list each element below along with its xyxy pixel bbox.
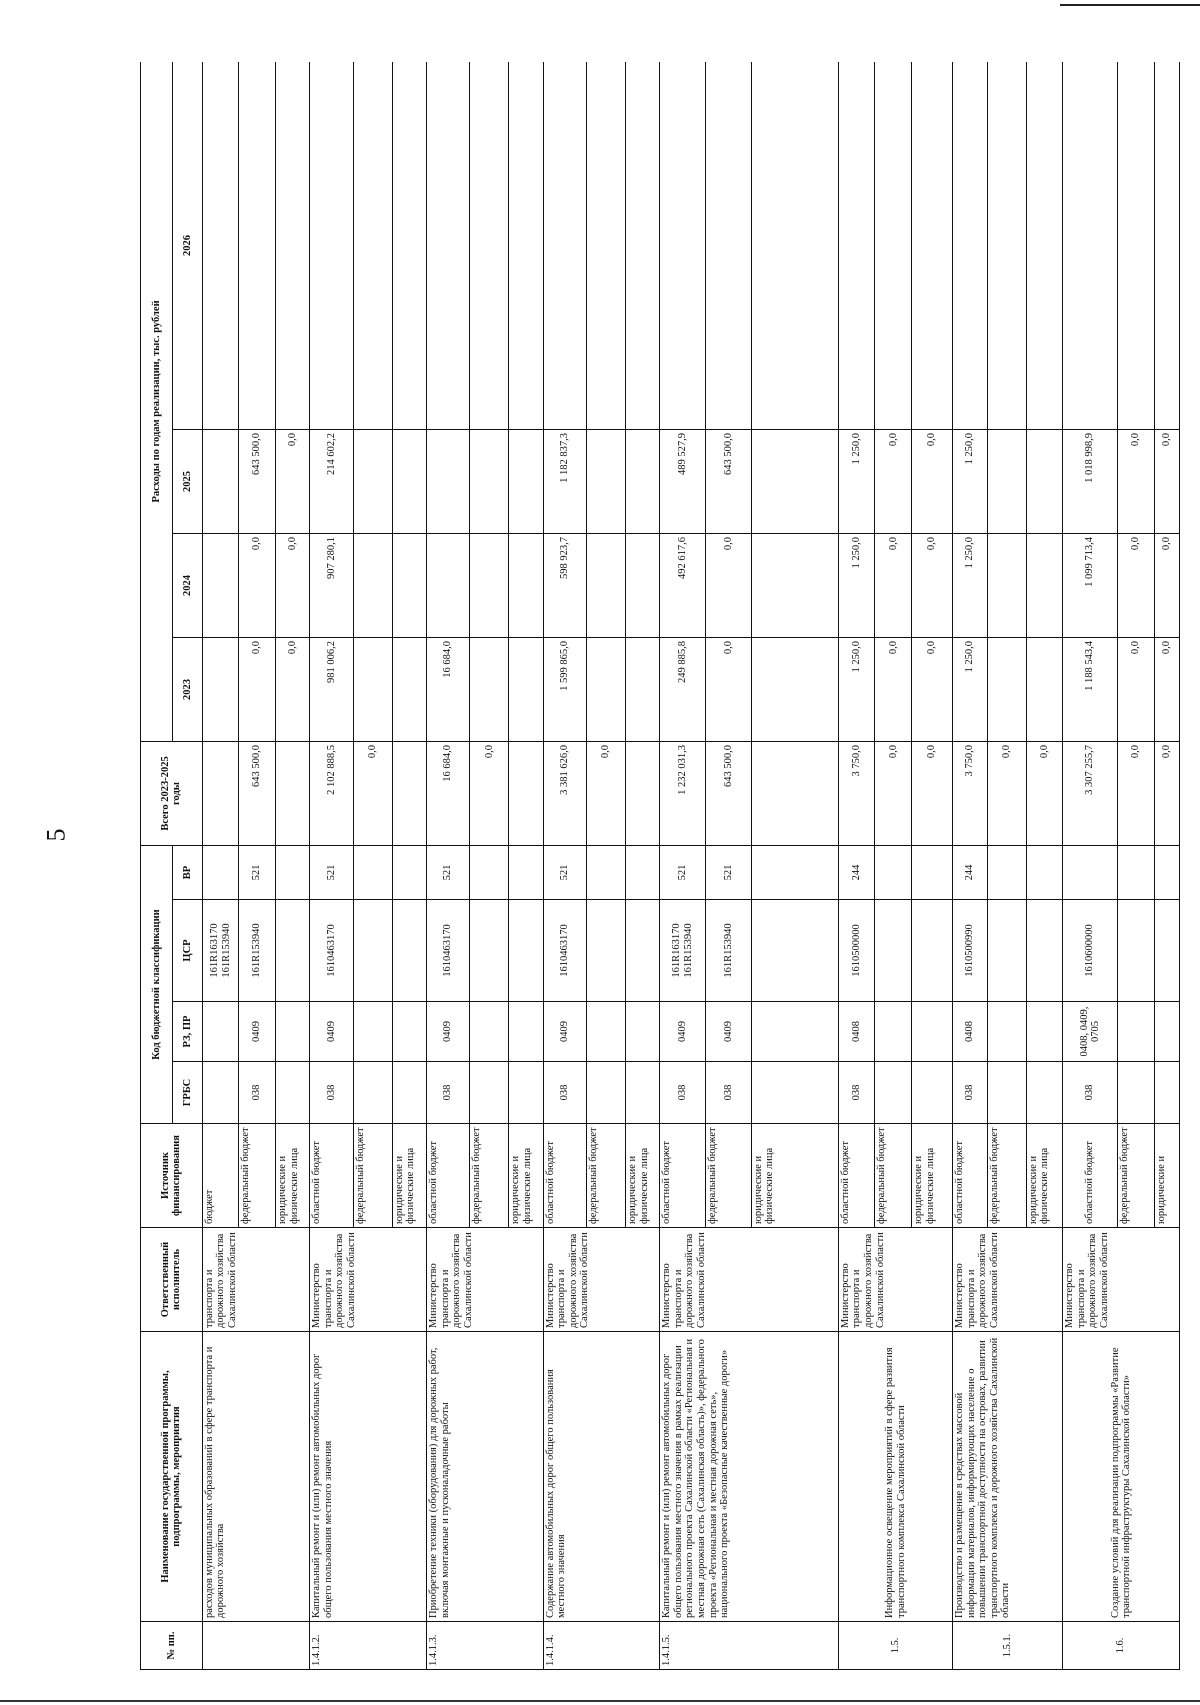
source-cell: юридические и физические лица — [626, 1124, 660, 1228]
row-number: 1.5.1. — [953, 1622, 1063, 1670]
y2025-cell: 1 182 837,3 — [543, 429, 586, 533]
source-cell: юридические и физические лица — [1026, 1124, 1063, 1228]
total-cell: 0,0 — [587, 741, 626, 845]
source-cell: федеральный бюджет — [875, 1124, 912, 1228]
rz-cell: 0409 — [660, 1002, 706, 1062]
total-cell: 3 750,0 — [953, 741, 987, 845]
row-executor: Министерство транспорта и дорожного хозяйства Сахалинской области — [543, 1228, 660, 1332]
source-cell: областной бюджет — [660, 1124, 706, 1228]
y2024-cell: 0,0 — [706, 533, 752, 637]
header-rz-pr: РЗ, ПР — [173, 1002, 203, 1062]
header-2023: 2023 — [173, 637, 203, 741]
source-cell: областной бюджет — [543, 1124, 586, 1228]
header-budget-code: Код бюджетной классификации — [141, 845, 173, 1123]
header-executor: Ответственный исполнитель — [141, 1228, 203, 1332]
y2024-cell: 492 617,6 — [660, 533, 706, 637]
y2024-cell: 1 250,0 — [838, 533, 875, 637]
row-number: 1.4.1.2. — [310, 1622, 427, 1670]
total-cell: 643 500,0 — [239, 741, 276, 845]
y2025-cell: 214 602,2 — [310, 429, 353, 533]
y2023-cell: 1 188 543,4 — [1063, 637, 1118, 741]
table-rotator — [140, 62, 1180, 1670]
header-2026: 2026 — [173, 62, 203, 429]
y2024-cell: 0,0 — [912, 533, 953, 637]
header-2024: 2024 — [173, 533, 203, 637]
source-cell: юридические и физические лица — [751, 1124, 838, 1228]
total-cell: 2 102 888,5 — [310, 741, 353, 845]
y2023-cell: 1 250,0 — [953, 637, 987, 741]
rz-cell: 0408, 0409, 0705 — [1063, 1002, 1118, 1062]
rotated-table-area — [140, 62, 1180, 1670]
grbs-cell: 038 — [660, 1062, 706, 1124]
y2023-cell: 0,0 — [1118, 637, 1155, 741]
csr-cell: 161R163170 161R153940 — [202, 900, 239, 1002]
source-cell: юридические и физические лица — [509, 1124, 543, 1228]
vr-cell: 521 — [543, 845, 586, 899]
table-row — [1063, 62, 1118, 1670]
y2023-cell: 1 250,0 — [838, 637, 875, 741]
csr-cell: 1610463170 — [427, 900, 470, 1002]
y2023-cell: 0,0 — [1154, 637, 1179, 741]
vr-cell: 521 — [427, 845, 470, 899]
y2023-cell: 0,0 — [912, 637, 953, 741]
source-cell: федеральный бюджет — [239, 1124, 276, 1228]
y2025-cell: 1 250,0 — [838, 429, 875, 533]
csr-cell: 1610463170 — [310, 900, 353, 1002]
grbs-cell: 038 — [239, 1062, 276, 1124]
rz-cell: 0409 — [543, 1002, 586, 1062]
csr-cell: 1610500990 — [953, 900, 987, 1002]
total-cell: 0,0 — [1154, 741, 1179, 845]
grbs-cell: 038 — [310, 1062, 353, 1124]
csr-cell: 1610500000 — [838, 900, 875, 1002]
source-cell: юридические и физические лица — [276, 1124, 310, 1228]
y2024-cell: 598 923,7 — [543, 533, 586, 637]
total-cell: 0,0 — [1118, 741, 1155, 845]
header-total: Всего 2023-2025 годы — [141, 741, 203, 845]
y2024-cell: 1 099 713,4 — [1063, 533, 1118, 637]
y2024-cell: 0,0 — [276, 533, 310, 637]
rz-cell: 0409 — [706, 1002, 752, 1062]
source-cell: федеральный бюджет — [470, 1124, 509, 1228]
row-name: Информационное освещение мероприятий в сфере развития транспортного комплекса Сахалинской области — [838, 1332, 952, 1622]
row-name: Приобретение техники (оборудования) для дорожных работ, включая монтажные и пусконаладочные работы — [427, 1332, 544, 1622]
table-row — [838, 62, 875, 1670]
table-row — [427, 62, 470, 1670]
y2025-cell: 1 018 998,9 — [1063, 429, 1118, 533]
vr-cell: 244 — [838, 845, 875, 899]
row-executor: Министерство транспорта и дорожного хозяйства Сахалинской области — [427, 1228, 544, 1332]
total-cell: 0,0 — [912, 741, 953, 845]
y2023-cell: 249 885,8 — [660, 637, 706, 741]
total-cell: 0,0 — [1026, 741, 1063, 845]
total-cell: 0,0 — [353, 741, 392, 845]
source-cell: юридические и физические лица — [912, 1124, 953, 1228]
grbs-cell: 038 — [543, 1062, 586, 1124]
source-cell: бюджет — [202, 1124, 239, 1228]
vr-cell: 521 — [660, 845, 706, 899]
source-cell: федеральный бюджет — [353, 1124, 392, 1228]
row-number: 1.4.1.5. — [660, 1622, 838, 1670]
row-name: Капитальный ремонт и (или) ремонт автомобильных дорог общего пользования местного значения в рамках реализации регионального проекта Сахалинской области «Региональная и местная дорожная сеть (Сахалинская область)», федерального проекта «Региональная и местная дорожная сеть», национального проекта «Безопасные качественные дороги» — [660, 1332, 838, 1622]
y2023-cell: 16 684,0 — [427, 637, 470, 741]
y2024-cell: 0,0 — [1118, 533, 1155, 637]
source-cell: федеральный бюджет — [706, 1124, 752, 1228]
source-cell: областной бюджет — [310, 1124, 353, 1228]
row-executor: Министерство транспорта и дорожного хозяйства Сахалинской области — [1063, 1228, 1180, 1332]
y2025-cell: 643 500,0 — [706, 429, 752, 533]
row-name: Производство и размещение в средствах массовой информации материалов, информирующих население о повышении транспортной доступности на островах, развитии транспортного комплекса и дорожного хозяйства Сахалинской области — [953, 1332, 1063, 1622]
y2023-cell: 981 006,2 — [310, 637, 353, 741]
header-csr: ЦСР — [173, 900, 203, 1002]
vr-cell: 244 — [953, 845, 987, 899]
row-executor: Министерство транспорта и дорожного хозяйства Сахалинской области — [953, 1228, 1063, 1332]
vr-cell: 521 — [239, 845, 276, 899]
total-cell: 0,0 — [470, 741, 509, 845]
csr-cell: 1610600000 — [1063, 900, 1118, 1002]
rz-cell: 0409 — [239, 1002, 276, 1062]
table-row — [953, 62, 987, 1670]
row-executor: Министерство транспорта и дорожного хозяйства Сахалинской области — [838, 1228, 952, 1332]
y2025-cell: 0,0 — [276, 429, 310, 533]
y2025-cell: 489 527,9 — [660, 429, 706, 533]
header-2025: 2025 — [173, 429, 203, 533]
source-cell: федеральный бюджет — [587, 1124, 626, 1228]
header-expenses: Расходы по годам реализации, тыс. рублей — [141, 62, 173, 741]
y2025-cell: 0,0 — [1118, 429, 1155, 533]
row-number: 1.6. — [1063, 1622, 1180, 1670]
rz-cell: 0408 — [838, 1002, 875, 1062]
table-row — [202, 62, 239, 1670]
y2024-cell: 0,0 — [1154, 533, 1179, 637]
row-executor: Министерство транспорта и дорожного хозяйства Сахалинской области — [660, 1228, 838, 1332]
row-number: 1.4.1.3. — [427, 1622, 544, 1670]
grbs-cell: 038 — [838, 1062, 875, 1124]
y2025-cell: 1 250,0 — [953, 429, 987, 533]
vr-cell: 521 — [706, 845, 752, 899]
total-cell: 3 750,0 — [838, 741, 875, 845]
y2025-cell: 0,0 — [912, 429, 953, 533]
row-name: Создание условий для реализации подпрограммы «Развитие транспортной инфраструктуры Сахалинской области» — [1063, 1332, 1180, 1622]
bottom-edge-rule — [0, 1700, 1200, 1702]
csr-cell: 161R153940 — [239, 900, 276, 1002]
source-cell: юридические и физические лица — [392, 1124, 426, 1228]
table-row — [310, 62, 353, 1670]
grbs-cell: 038 — [1063, 1062, 1118, 1124]
y2023-cell: 1 599 865,0 — [543, 637, 586, 741]
row-executor: транспорта и дорожного хозяйства Сахалинской области — [202, 1228, 310, 1332]
total-cell: 643 500,0 — [706, 741, 752, 845]
source-cell: областной бюджет — [953, 1124, 987, 1228]
y2024-cell: 0,0 — [239, 533, 276, 637]
source-cell: юридические и — [1154, 1124, 1179, 1228]
grbs-cell: 038 — [953, 1062, 987, 1124]
y2023-cell: 0,0 — [276, 637, 310, 741]
csr-cell: 161R163170 161R153940 — [660, 900, 706, 1002]
source-cell: областной бюджет — [427, 1124, 470, 1228]
source-cell: областной бюджет — [1063, 1124, 1118, 1228]
table-row — [660, 62, 706, 1670]
row-number: 1.5. — [838, 1622, 952, 1670]
y2025-cell: 643 500,0 — [239, 429, 276, 533]
page-number: 5 — [41, 828, 71, 842]
header-vr: ВР — [173, 845, 203, 899]
y2023-cell: 0,0 — [239, 637, 276, 741]
grbs-cell: 038 — [427, 1062, 470, 1124]
row-name: расходов муниципальных образований в сфере транспорта и дорожного хозяйства — [202, 1332, 310, 1622]
total-cell: 3 307 255,7 — [1063, 741, 1118, 845]
source-cell: областной бюджет — [838, 1124, 875, 1228]
header-no: № пп. — [141, 1622, 203, 1670]
budget-table — [140, 62, 1180, 1670]
total-cell: 16 684,0 — [427, 741, 470, 845]
total-cell: 1 232 031,3 — [660, 741, 706, 845]
row-name: Содержание автомобильных дорог общего пользования местного значения — [543, 1332, 660, 1622]
y2024-cell: 907 280,1 — [310, 533, 353, 637]
row-number — [202, 1622, 310, 1670]
rz-cell: 0409 — [427, 1002, 470, 1062]
total-cell: 3 381 626,0 — [543, 741, 586, 845]
y2024-cell: 1 250,0 — [953, 533, 987, 637]
source-cell: федеральный бюджет — [987, 1124, 1026, 1228]
header-grbs: ГРБС — [173, 1062, 203, 1124]
source-cell: федеральный бюджет — [1118, 1124, 1155, 1228]
y2024-cell: 0,0 — [875, 533, 912, 637]
row-number: 1.4.1.4. — [543, 1622, 660, 1670]
rz-cell: 0409 — [310, 1002, 353, 1062]
header-source: Источник финансирования — [141, 1124, 203, 1228]
total-cell: 0,0 — [987, 741, 1026, 845]
grbs-cell: 038 — [706, 1062, 752, 1124]
row-name: Капитальный ремонт и (или) ремонт автомобильных дорог общего пользования местного значения — [310, 1332, 427, 1622]
rz-cell: 0408 — [953, 1002, 987, 1062]
header-name: Наименование государственной программы, подпрограммы, мероприятия — [141, 1332, 203, 1622]
y2025-cell: 0,0 — [875, 429, 912, 533]
total-cell: 0,0 — [875, 741, 912, 845]
y2023-cell: 0,0 — [706, 637, 752, 741]
y2023-cell: 0,0 — [875, 637, 912, 741]
top-edge-rule — [1060, 4, 1200, 6]
table-row — [543, 62, 586, 1670]
row-executor: Министерство транспорта и дорожного хозяйства Сахалинской области — [310, 1228, 427, 1332]
csr-cell: 161R153940 — [706, 900, 752, 1002]
csr-cell: 1610463170 — [543, 900, 586, 1002]
y2025-cell: 0,0 — [1154, 429, 1179, 533]
vr-cell: 521 — [310, 845, 353, 899]
